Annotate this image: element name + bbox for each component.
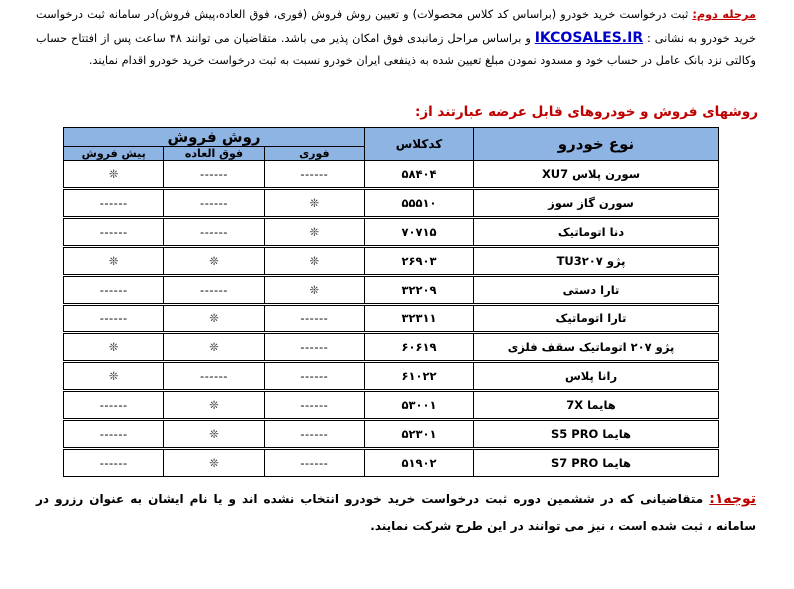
section-heading: روشهای فروش و خودروهای قابل عرضه عبارتند از: [414,104,758,120]
immediate-cell: ------ [264,420,364,449]
presale-mark-icon: ❊ [64,246,164,275]
presale-mark-icon: ❊ [64,362,164,391]
immediate-cell: ------ [264,161,364,189]
class-code-cell: ۳۲۲۰۹ [365,275,474,304]
immediate-mark-icon: ❊ [264,217,364,246]
table-row [64,333,719,362]
class-code-cell: ۵۵۵۱۰ [365,188,474,217]
car-cell: سورن پلاس XU7 [474,161,719,189]
intro-paragraph [36,4,756,73]
class-code-cell: ۵۸۴۰۴ [365,161,474,189]
special-mark-icon: ❊ [164,449,264,477]
table-row [64,304,719,333]
special-mark-icon: ❊ [164,420,264,449]
table-row [64,391,719,420]
immediate-cell: ------ [264,304,364,333]
stage-label: مرحله دوم: [692,8,756,21]
immediate-mark-icon: ❊ [264,188,364,217]
sales-table [63,127,719,477]
car-cell: سورن گاز سوز [474,188,719,217]
col-car-header: نوع خودرو [474,128,719,161]
table-row [64,161,719,189]
presale-cell: ------ [64,420,164,449]
class-code-cell: ۲۶۹۰۳ [365,246,474,275]
col-special-header: فوق العاده [164,147,264,161]
presale-cell: ------ [64,217,164,246]
car-cell: رانا پلاس [474,362,719,391]
class-code-cell: ۷۰۷۱۵ [365,217,474,246]
special-mark-icon: ❊ [164,304,264,333]
note-text: متقاضیانی که در ششمین دوره ثبت درخواست خرید خودرو انتخاب نشده اند و یا نام ایشان به عنوان رزرو در سامانه ، ثبت شده است ، نیز می توانند در این طرح شرکت نمایند. [36,492,756,533]
intro-text-before: ثبت درخواست خرید خودرو (براساس کد کلاس محصولات) و تعیین روش فروش (فوری، فوق العاده،پیش فروش)در سامانه ثبت درخواست خرید خودرو به نشانی : [36,8,756,45]
col-code-header: کدکلاس [365,128,474,161]
immediate-cell: ------ [264,449,364,477]
note-label: توجه۱: [709,491,756,507]
class-code-cell: ۵۲۳۰۱ [365,420,474,449]
presale-cell: ------ [64,304,164,333]
col-presale-header: پیش فروش [64,147,164,161]
class-code-cell: ۶۱۰۲۲ [365,362,474,391]
presale-cell: ------ [64,449,164,477]
car-cell: هایما 7X [474,391,719,420]
special-mark-icon: ❊ [164,333,264,362]
immediate-cell: ------ [264,362,364,391]
presale-cell: ------ [64,188,164,217]
presale-cell: ------ [64,275,164,304]
intro-text-after: و براساس مراحل زمانبدی فوق امکان پذیر می باشد. متقاضیان می توانند ۴۸ ساعت پس از افتتاح حساب وکالتی نزد بانک عامل در حساب خود و مسدود نمودن مبلغ تعیین شده به ذینفعی ایران خودرو نسبت به ثبت درخواست خرید خودرو اقدام نمایند. [36,31,756,67]
special-cell: ------ [164,275,264,304]
class-code-cell: ۳۲۳۱۱ [365,304,474,333]
car-cell: تارا اتوماتیک [474,304,719,333]
table-row [64,362,719,391]
car-cell: پژو ۲۰۷ اتوماتیک سقف فلزی [474,333,719,362]
col-immediate-header: فوری [264,147,364,161]
car-cell: پژو TU3۲۰۷ [474,246,719,275]
class-code-cell: ۵۱۹۰۲ [365,449,474,477]
car-cell: دنا اتوماتیک [474,217,719,246]
car-cell: هایما S5 PRO [474,420,719,449]
col-method-header: روش فروش [64,128,365,147]
car-cell: هایما S7 PRO [474,449,719,477]
table-row [64,246,719,275]
immediate-mark-icon: ❊ [264,246,364,275]
special-cell: ------ [164,161,264,189]
table-row [64,217,719,246]
table-row [64,275,719,304]
class-code-cell: ۶۰۶۱۹ [365,333,474,362]
special-cell: ------ [164,188,264,217]
presale-mark-icon: ❊ [64,333,164,362]
car-cell: تارا دستی [474,275,719,304]
special-mark-icon: ❊ [164,391,264,420]
presale-cell: ------ [64,391,164,420]
table-row [64,449,719,477]
special-mark-icon: ❊ [164,246,264,275]
immediate-cell: ------ [264,391,364,420]
site-link[interactable]: IKCOSALES.IR [534,29,644,46]
special-cell: ------ [164,362,264,391]
note-paragraph [36,486,756,540]
table-row [64,188,719,217]
immediate-cell: ------ [264,333,364,362]
table-row [64,420,719,449]
presale-mark-icon: ❊ [64,161,164,189]
immediate-mark-icon: ❊ [264,275,364,304]
class-code-cell: ۵۳۰۰۱ [365,391,474,420]
special-cell: ------ [164,217,264,246]
